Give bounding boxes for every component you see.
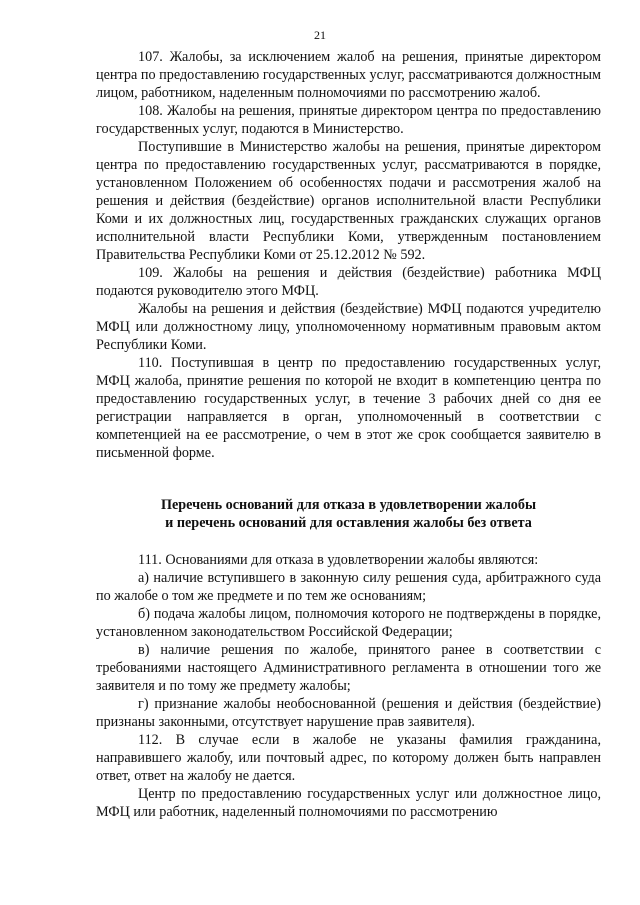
paragraph-107: 107. Жалобы, за исключением жалоб на решения, принятые директором центра по предоставлению государственных услуг, рассматриваются должностным лицом, работником, наделенным полномочиями по рассмотрению жалоб. (96, 49, 601, 101)
paragraph-109-continued: Жалобы на решения и действия (бездействие) МФЦ подаются учредителю МФЦ или должностному лицу, уполномоченному нормативным правовым актом Республики Коми. (96, 301, 601, 353)
paragraph-111-b: б) подача жалобы лицом, полномочия которого не подтверждены в порядке, установленном законодательством Российской Федерации; (96, 606, 601, 640)
section-heading-line-2: и перечень оснований для оставления жалобы без ответа (165, 515, 532, 531)
section-heading-line-1: Перечень оснований для отказа в удовлетворении жалобы (160, 497, 537, 513)
paragraph-112: 112. В случае если в жалобе не указаны фамилия гражданина, направившего жалобу, или почтовый адрес, по которому должен быть направлен ответ, ответ на жалобу не дается. (96, 732, 601, 784)
paragraph-110: 110. Поступившая в центр по предоставлению государственных услуг, МФЦ жалоба, принятие решения по которой не входит в компетенцию центра по предоставлению государственных услуг, в течение 3 рабочих дней со дня ее регистрации направляется в орган, уполномоченный в соответствии с компетенцией на ее рассмотрение, о чем в этот же срок сообщается заявителю в письменной форме. (96, 355, 601, 461)
document-body (96, 48, 601, 821)
paragraph-109: 109. Жалобы на решения и действия (бездействие) работника МФЦ подаются руководителю этого МФЦ. (96, 265, 601, 299)
paragraph-111-d: г) признание жалобы необоснованной (решения и действия (бездействие) признаны законными, отсутствует нарушение прав заявителя). (96, 696, 601, 730)
paragraph-108: 108. Жалобы на решения, принятые директором центра по предоставлению государственных услуг, подаются в Министерство. (96, 103, 601, 137)
paragraph-111-c: в) наличие решения по жалобе, принятого ранее в соответствии с требованиями настоящего Административного регламента в отношении того же заявителя и по тому же предмету жалобы; (96, 642, 601, 694)
page-number: 21 (314, 28, 326, 42)
section-heading (96, 496, 601, 532)
paragraph-112-continued: Центр по предоставлению государственных услуг или должностное лицо, МФЦ или работник, наделенный полномочиями по рассмотрению (96, 786, 601, 820)
paragraph-111: 111. Основаниями для отказа в удовлетворении жалобы являются: (138, 552, 539, 568)
paragraph-111-a: а) наличие вступившего в законную силу решения суда, арбитражного суда по жалобе о том же предмете и по тем же основаниям; (96, 570, 601, 604)
paragraph-108-continued: Поступившие в Министерство жалобы на решения, принятые директором центра по предоставлению государственных услуг, рассматриваются в порядке, установленном Положением об особенностях подачи и рассмотрения жалоб на решения и действия (бездействие) органов исполнительной власти Республики Коми и их должностных лиц, государственных гражданских служащих органов исполнительной власти Республики Коми, утвержденным постановлением Правительства Республики Коми от 25.12.2012 № 592. (96, 139, 601, 263)
